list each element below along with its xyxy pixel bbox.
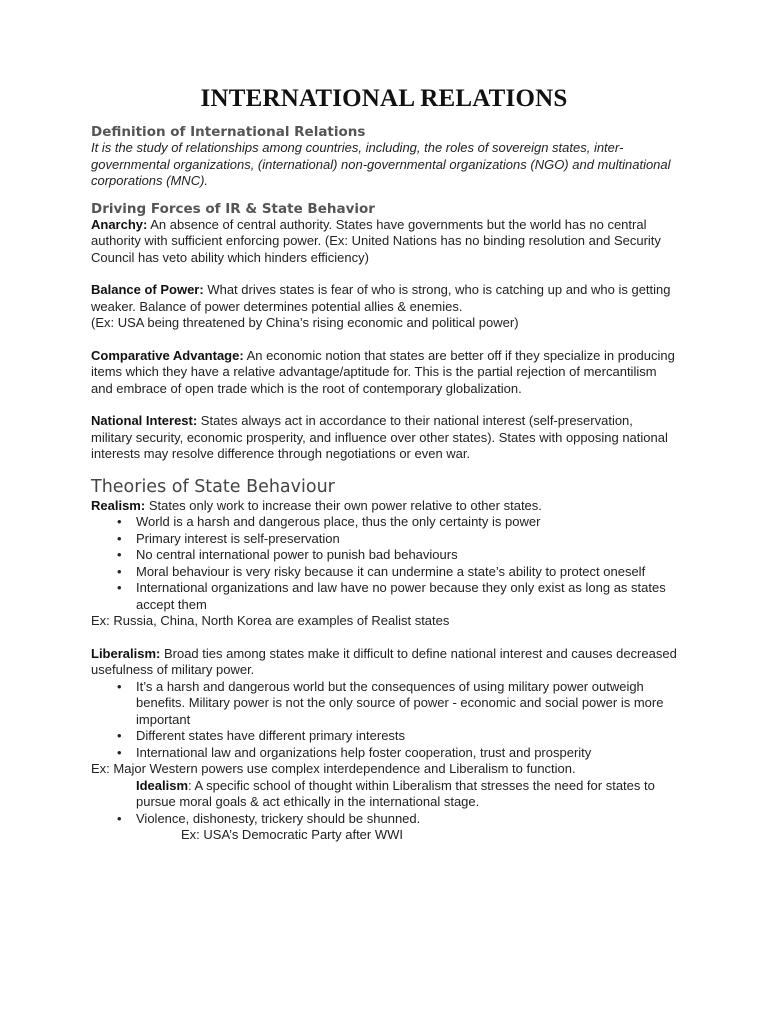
national-interest-term: National Interest: [91, 413, 198, 428]
list-item: • Violence, dishonesty, trickery should be shunned. [136, 811, 677, 828]
anarchy-paragraph [91, 217, 677, 267]
comparative-advantage-text: An economic notion that states are better off if they specialize in producing items which they have a relative advantage/aptitude for. This is the partial rejection of mercantilism and embrace of open trade which is the root of contemporary globalization. [91, 347, 675, 396]
balance-of-power-example: (Ex: USA being threatened by China’s rising economic and political power) [91, 315, 519, 330]
list-item: • No central international power to punish bad behaviours [136, 547, 677, 564]
list-item: • Different states have different primary interests [136, 728, 677, 745]
realism-example: Ex: Russia, China, North Korea are examples of Realist states [91, 613, 450, 628]
balance-of-power-paragraph [91, 282, 677, 315]
list-item: • International law and organizations help foster cooperation, trust and prosperity [136, 745, 677, 762]
comparative-advantage-paragraph [91, 348, 677, 398]
definition-heading: Definition of International Relations [91, 124, 366, 140]
liberalism-text: Broad ties among states make it difficult to define national interest and causes decreased usefulness of military power. [91, 645, 677, 677]
anarchy-text: An absence of central authority. States have governments but the world has no central authority with sufficient enforcing power. (Ex: United Nations has no binding resolution and Security Council has veto ability which hinders efficiency) [91, 216, 661, 265]
comparative-advantage-term: Comparative Advantage: [91, 347, 244, 363]
liberalism-term: Liberalism: [91, 645, 161, 661]
definition-text: It is the study of relationships among countries, including, the roles of sovereign states, inter-governmental organizations, (international) non-governmental organizations (NGO) and multinational corporations (MNC). [91, 140, 671, 188]
list-item: • World is a harsh and dangerous place, thus the only certainty is power [136, 514, 677, 531]
idealism-example: Ex: USA’s Democratic Party after WWI [181, 827, 404, 842]
list-item: • International organizations and law have no power because they only exist as long as states accept them [136, 580, 677, 613]
list-item: • It’s a harsh and dangerous world but the consequences of using military power outweigh benefits. Military power is not the only source of power - economic and social power is more important [136, 679, 677, 729]
balance-of-power-term: Balance of Power: [91, 282, 204, 297]
balance-of-power-text: What drives states is fear of who is strong, who is catching up and who is getting weaker. Balance of power determines potential allies & enemies. [91, 282, 671, 314]
idealism-paragraph [91, 778, 677, 811]
driving-forces-heading: Driving Forces of IR & State Behavior [91, 200, 375, 217]
realism-term: Realism: [91, 497, 146, 513]
theories-heading: Theories of State Behaviour [91, 476, 335, 497]
list-item: • Moral behaviour is very risky because it can undermine a state’s ability to protect oneself [136, 564, 677, 581]
national-interest-text: States always act in accordance to their national interest (self-preservation, military security, economic prosperity, and influence over other states). States with opposing national interests may resolve difference through negotiations or even war. [91, 413, 668, 461]
anarchy-term: Anarchy: [91, 216, 148, 232]
realism-paragraph [91, 498, 677, 515]
national-interest-paragraph [91, 413, 677, 463]
realism-text: States only work to increase their own power relative to other states. [145, 497, 542, 513]
realism-bullet-list [91, 514, 677, 613]
idealism-bullet-list [91, 811, 677, 828]
liberalism-bullet-list [91, 679, 677, 762]
idealism-text: : A specific school of thought within Liberalism that stresses the need for states to pursue moral goals & act ethically in the international stage. [136, 777, 655, 809]
list-item: • Primary interest is self-preservation [136, 531, 677, 548]
idealism-term: Idealism [136, 777, 189, 793]
liberalism-example: Ex: Major Western powers use complex interdependence and Liberalism to function. [91, 761, 576, 776]
liberalism-paragraph [91, 646, 677, 679]
page-title: INTERNATIONAL RELATIONS [200, 85, 568, 112]
